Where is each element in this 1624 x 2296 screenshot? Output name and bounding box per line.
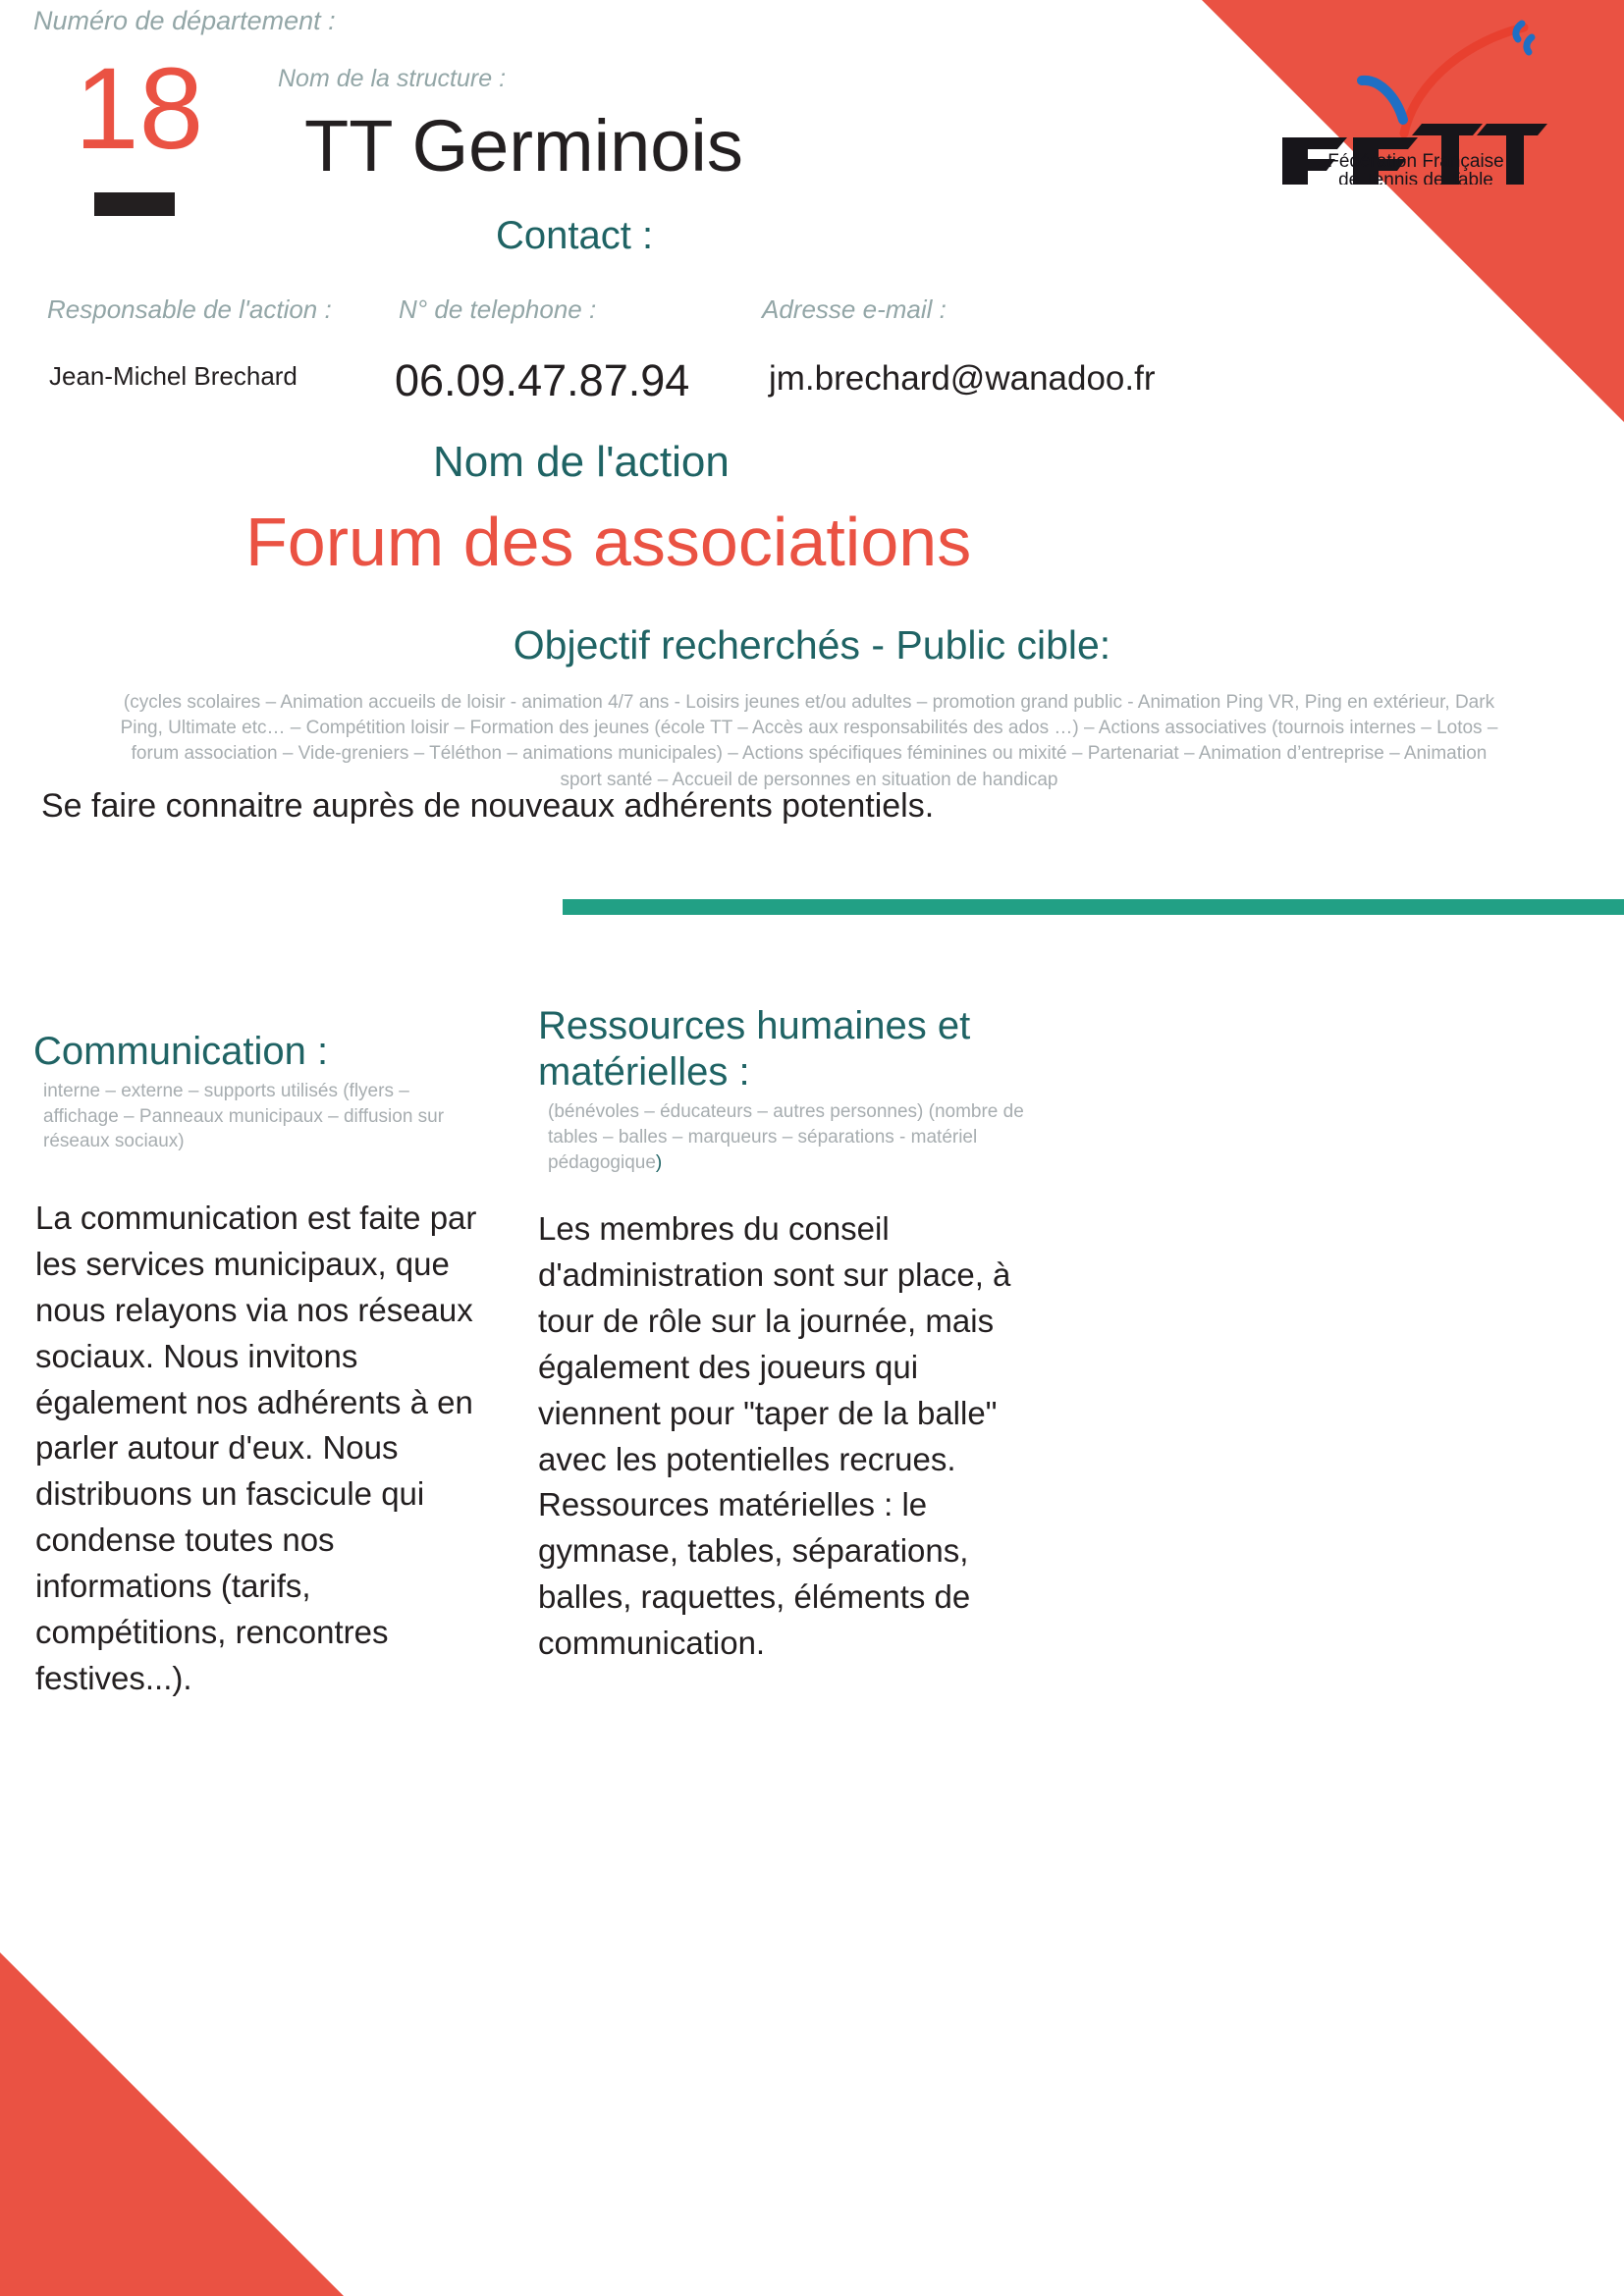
objective-answer: Se faire connaitre auprès de nouveaux adhérents potentiels. — [41, 787, 935, 825]
communication-title: Communication : — [33, 1030, 329, 1073]
email-value: jm.brechard@wanadoo.fr — [769, 359, 1156, 398]
manager-label: Responsable de l'action : — [47, 294, 332, 324]
green-divider-bar — [563, 899, 1624, 915]
department-underline — [94, 192, 175, 216]
objective-title: Objectif recherchés - Public cible: — [513, 622, 1111, 667]
manager-value: Jean-Michel Brechard — [49, 361, 298, 391]
resources-hint-main: (bénévoles – éducateurs – autres personnes) (nombre de tables – balles – marqueurs – séparations - matériel pédagogique — [548, 1101, 1024, 1173]
resources-section — [538, 1003, 1029, 1667]
action-name: Forum des associations — [245, 504, 972, 580]
department-label: Numéro de département : — [33, 6, 336, 35]
red-corner-triangle-bottom-left — [0, 1952, 344, 2296]
email-label: Adresse e-mail : — [762, 294, 947, 324]
department-number: 18 — [75, 44, 204, 174]
logo-line2: de Tennis de Table — [1338, 170, 1493, 185]
phone-value: 06.09.47.87.94 — [395, 355, 690, 405]
contact-title: Contact : — [496, 214, 654, 257]
structure-label: Nom de la structure : — [278, 65, 507, 92]
phone-label: N° de telephone : — [399, 294, 597, 324]
communication-hint: interne – externe – supports utilisés (flyers – affichage – Panneaux municipaux – diffusion sur réseaux sociaux) — [43, 1081, 445, 1152]
objective-hint: (cycles scolaires – Animation accueils de loisir - animation 4/7 ans - Loisirs jeunes et/ou adultes – promotion grand public - Animation Ping VR, Ping en extérieur, Dark Ping, Ultimate etc… – Compétition loisir – Formation des jeunes (école TT – Accès aux responsabilités des ados …) – Actions associatives (tournois internes – Lotos – forum association – Vide-greniers – Téléthon – animations municipales) – Actions spécifiques féminines ou mixité – Partenariat – Animation d’entreprise – Animation sport santé – Accueil de personnes en situation de handicap — [120, 692, 1498, 790]
logo-line1: Fédération Française — [1327, 151, 1504, 172]
resources-title: Ressources humaines et matérielles : — [538, 1004, 971, 1095]
communication-section — [33, 1029, 485, 1702]
action-label: Nom de l'action — [433, 438, 730, 486]
resources-hint-close-paren: ) — [655, 1151, 663, 1173]
structure-name: TT Germinois — [304, 105, 743, 187]
resources-body: Les membres du conseil d'administration sont sur place, à tour de rôle sur la journée, mais également des joueurs qui viennent pour "taper de la balle" avec les potentielles recrues. Ressources matérielles : le gymnase, tables, séparations, balles, raquettes, éléments de communication. — [538, 1210, 1011, 1662]
fftt-logo — [1269, 18, 1563, 185]
communication-body: La communication est faite par les services municipaux, que nous relayons via nos réseaux sociaux. Nous invitons également nos adhérents à en parler autour d'eux. Nous distribuons un fascicule qui condense toutes nos informations (tarifs, compétitions, rencontres festives...). — [35, 1200, 477, 1696]
resources-hint — [538, 1099, 1029, 1175]
